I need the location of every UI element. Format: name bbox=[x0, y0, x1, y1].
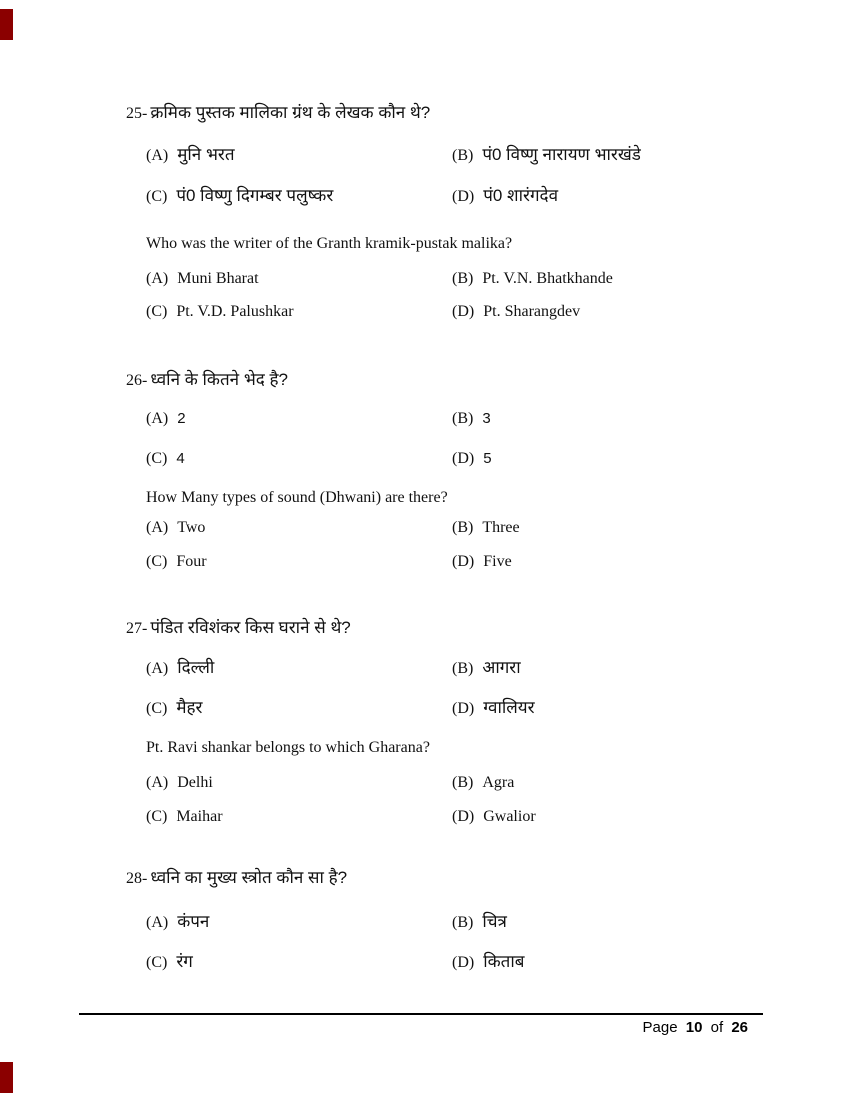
option-text: आगरा bbox=[482, 658, 521, 677]
option-label: (D) bbox=[452, 450, 475, 467]
option-label: (B) bbox=[452, 519, 474, 536]
option-text: Delhi bbox=[177, 774, 213, 791]
option-label: (D) bbox=[452, 954, 475, 971]
question-26-hindi-options-row-2 bbox=[0, 450, 850, 474]
option-27-b-english bbox=[452, 774, 514, 792]
question-25-hindi-options-row-2 bbox=[0, 183, 850, 207]
option-label: (D) bbox=[452, 553, 475, 570]
option-label: (A) bbox=[146, 519, 169, 536]
question-26-english bbox=[146, 489, 448, 507]
option-label: (B) bbox=[452, 774, 474, 791]
option-25-b-hindi bbox=[452, 142, 641, 165]
option-text: Pt. V.D. Palushkar bbox=[176, 303, 294, 320]
option-28-d-hindi bbox=[452, 949, 524, 972]
option-label: (C) bbox=[146, 553, 168, 570]
option-25-b-english bbox=[452, 270, 613, 288]
option-label: (A) bbox=[146, 774, 169, 791]
option-label: (B) bbox=[452, 270, 474, 287]
question-26-hindi bbox=[126, 367, 288, 390]
question-25-english-options-row-1 bbox=[0, 270, 850, 294]
option-25-a-hindi bbox=[146, 142, 235, 165]
question-27-hindi-options-row-1 bbox=[0, 655, 850, 679]
option-text: कंपन bbox=[177, 912, 210, 931]
option-text: Five bbox=[483, 553, 512, 570]
question-28-text-hindi: ध्वनि का मुख्य स्त्रोत कौन सा है? bbox=[150, 868, 348, 887]
option-25-d-hindi bbox=[452, 183, 558, 206]
option-text: 4 bbox=[176, 450, 185, 467]
option-text: दिल्ली bbox=[177, 658, 215, 677]
option-25-c-english bbox=[146, 303, 294, 321]
option-text: पं0 विष्णु नारायण भारखंडे bbox=[482, 145, 641, 164]
question-26-number: 26- bbox=[126, 372, 148, 389]
option-label: (A) bbox=[146, 147, 169, 164]
question-25-hindi-options-row-1 bbox=[0, 142, 850, 166]
option-label: (C) bbox=[146, 188, 168, 205]
option-label: (C) bbox=[146, 450, 168, 467]
option-text: 2 bbox=[177, 410, 186, 427]
question-26-text-english: How Many types of sound (Dhwani) are there? bbox=[146, 489, 448, 506]
question-25-english bbox=[146, 235, 512, 253]
question-28-hindi-options-row-1 bbox=[0, 909, 850, 933]
option-text: चित्र bbox=[482, 912, 507, 931]
footer-total-pages: 26 bbox=[731, 1019, 748, 1036]
option-25-a-english bbox=[146, 270, 259, 288]
option-27-a-english bbox=[146, 774, 213, 792]
question-26-english-options-row-2 bbox=[0, 553, 850, 577]
option-label: (A) bbox=[146, 660, 169, 677]
option-26-a-hindi bbox=[146, 410, 186, 428]
option-text: Four bbox=[176, 553, 207, 570]
option-label: (D) bbox=[452, 808, 475, 825]
option-text: 5 bbox=[483, 450, 492, 467]
option-26-b-hindi bbox=[452, 410, 491, 428]
question-27-hindi bbox=[126, 615, 351, 638]
option-26-a-english bbox=[146, 519, 205, 537]
scan-artifact-top bbox=[0, 9, 13, 40]
option-27-c-english bbox=[146, 808, 223, 826]
option-25-c-hindi bbox=[146, 183, 333, 206]
option-label: (C) bbox=[146, 954, 168, 971]
option-25-d-english bbox=[452, 303, 580, 321]
option-text: किताब bbox=[483, 952, 525, 971]
question-27-number: 27- bbox=[126, 620, 148, 637]
option-text: Muni Bharat bbox=[177, 270, 259, 287]
option-label: (C) bbox=[146, 808, 168, 825]
option-text: Pt. V.N. Bhatkhande bbox=[482, 270, 613, 287]
question-25-hindi bbox=[126, 100, 430, 123]
option-27-d-hindi bbox=[452, 695, 535, 718]
question-25-english-options-row-2 bbox=[0, 303, 850, 327]
question-27-english bbox=[146, 739, 430, 757]
option-label: (A) bbox=[146, 914, 169, 931]
option-label: (A) bbox=[146, 410, 169, 427]
question-25-text-english: Who was the writer of the Granth kramik-pustak malika? bbox=[146, 235, 513, 252]
option-text: 3 bbox=[482, 410, 491, 427]
question-28-number: 28- bbox=[126, 870, 148, 887]
question-26-text-hindi: ध्वनि के कितने भेद है? bbox=[150, 370, 289, 389]
question-26-hindi-options-row-1 bbox=[0, 410, 850, 434]
footer-of-label: of bbox=[710, 1019, 724, 1036]
option-text: ग्वालियर bbox=[483, 698, 535, 717]
option-label: (A) bbox=[146, 270, 169, 287]
question-27-hindi-options-row-2 bbox=[0, 695, 850, 719]
option-text: Three bbox=[482, 519, 520, 536]
scan-artifact-bottom bbox=[0, 1062, 13, 1093]
question-28-hindi-options-row-2 bbox=[0, 949, 850, 973]
option-text: Gwalior bbox=[483, 808, 536, 825]
option-text: पं0 विष्णु दिगम्बर पलुष्कर bbox=[176, 186, 334, 205]
option-label: (C) bbox=[146, 700, 168, 717]
option-27-a-hindi bbox=[146, 655, 214, 678]
footer-divider bbox=[79, 1013, 763, 1015]
footer-page-label: Page bbox=[642, 1019, 678, 1036]
question-25-number: 25- bbox=[126, 105, 148, 122]
question-26-english-options-row-1 bbox=[0, 519, 850, 543]
question-27-text-hindi: पंडित रविशंकर किस घराने से थे? bbox=[150, 618, 351, 637]
option-text: Pt. Sharangdev bbox=[483, 303, 581, 320]
option-26-d-hindi bbox=[452, 450, 492, 468]
question-25-text-hindi: क्रमिक पुस्तक मालिका ग्रंथ के लेखक कौन थे? bbox=[150, 103, 431, 122]
page-footer bbox=[79, 1019, 748, 1036]
question-28-hindi bbox=[126, 865, 347, 888]
option-text: मैहर bbox=[176, 698, 203, 717]
option-28-b-hindi bbox=[452, 909, 507, 932]
option-text: पं0 शारंगदेव bbox=[483, 186, 559, 205]
option-26-d-english bbox=[452, 553, 512, 571]
option-text: Two bbox=[177, 519, 206, 536]
option-26-b-english bbox=[452, 519, 520, 537]
option-text: Maihar bbox=[176, 808, 223, 825]
question-27-text-english: Pt. Ravi shankar belongs to which Gharana? bbox=[146, 739, 430, 756]
option-28-a-hindi bbox=[146, 909, 209, 932]
option-28-c-hindi bbox=[146, 949, 193, 972]
option-label: (B) bbox=[452, 660, 474, 677]
option-label: (B) bbox=[452, 410, 474, 427]
option-27-b-hindi bbox=[452, 655, 521, 678]
option-27-d-english bbox=[452, 808, 536, 826]
option-text: रंग bbox=[176, 952, 193, 971]
option-label: (B) bbox=[452, 914, 474, 931]
option-26-c-hindi bbox=[146, 450, 185, 468]
question-27-english-options-row-1 bbox=[0, 774, 850, 798]
option-label: (D) bbox=[452, 188, 475, 205]
option-26-c-english bbox=[146, 553, 207, 571]
footer-current-page: 10 bbox=[685, 1019, 703, 1036]
option-text: मुनि भरत bbox=[177, 145, 235, 164]
option-27-c-hindi bbox=[146, 695, 202, 718]
option-label: (D) bbox=[452, 700, 475, 717]
option-text: Agra bbox=[482, 774, 515, 791]
option-label: (D) bbox=[452, 303, 475, 320]
option-label: (B) bbox=[452, 147, 474, 164]
option-label: (C) bbox=[146, 303, 168, 320]
question-27-english-options-row-2 bbox=[0, 808, 850, 832]
